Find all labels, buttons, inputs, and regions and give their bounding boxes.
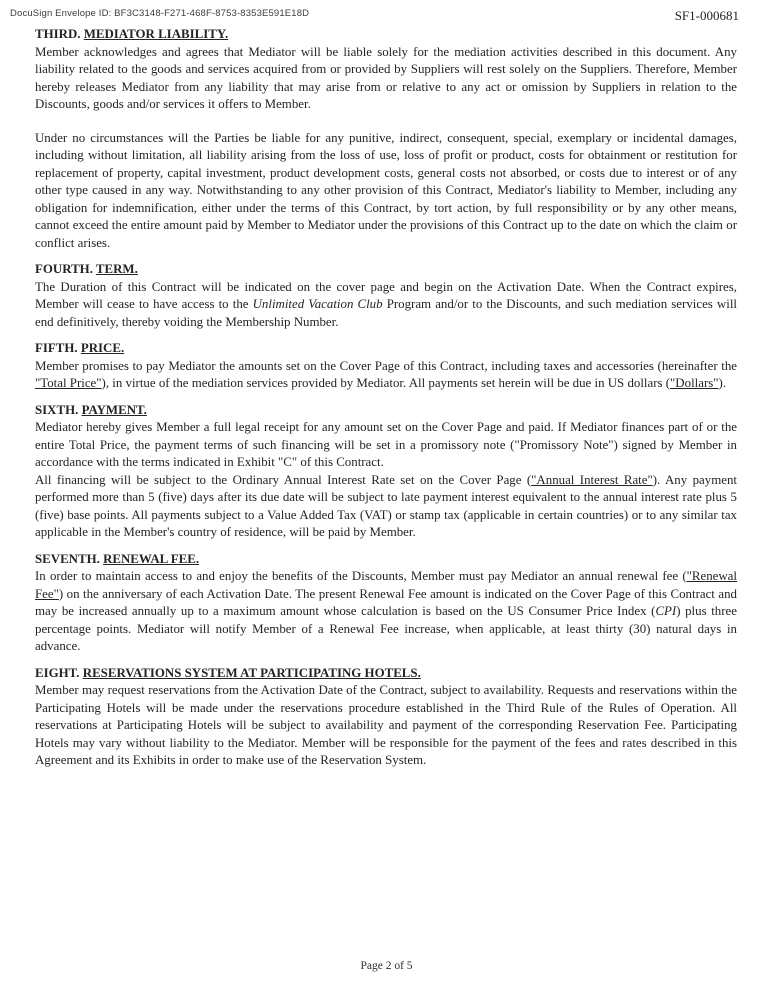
text-run: ) on the anniversary of each Activation Date. The present Renewal Fee amount is indicated on the Cover Page of this Contract and may be increased annually up to a maximum amount whose calculation is based on the US Consumer Price Index ( [35, 586, 737, 618]
text-run: Member may request reservations from the Activation Date of the Contract, subject to availability. Requests and reservations within the Participating Hotels will be made under the reservations procedure established in the Third Rule of the Rules of Operation. All reservations at Participating Hotels will be subject to availability and payment of the corresponding Reservation Fee. Participating Hotels may vary without liability to the Mediator. Member will be responsible for the payment of the fees and rates described in this Agreement and its Exhibits in order to make use of the Reservation System. [35, 683, 737, 767]
section-title: RENEWAL FEE. [103, 551, 200, 566]
contract-body [35, 26, 737, 770]
text-run: "Renewal Fee" [35, 569, 737, 601]
contract-paragraph [35, 682, 737, 770]
page-number-label: Page 2 of 5 [360, 960, 413, 972]
section-heading [35, 665, 737, 683]
text-run: "Annual Interest Rate" [531, 472, 653, 487]
text-run: Unlimited Vacation Club [252, 297, 383, 311]
contract-paragraph [35, 358, 737, 393]
text-run: "Total Price" [35, 376, 102, 390]
page-footer [0, 960, 773, 972]
section-title: PRICE. [80, 341, 125, 355]
section-heading [35, 261, 737, 279]
section-number: FOURTH. [35, 262, 93, 276]
section-number: FIFTH. [35, 341, 78, 355]
text-run: CPI [655, 604, 677, 618]
section-number: SEVENTH. [35, 551, 100, 566]
text-run: ), in virtue of the mediation services provided by Mediator. All payments set herein will be due in US dollars ( [101, 376, 671, 390]
section-number: SIXTH. [35, 402, 79, 417]
text-run: In order to maintain access to and enjoy the benefits of the Discounts, Member must pay Mediator an annual renewal fee ( [35, 569, 687, 583]
document-number: SF1-000681 [674, 8, 739, 23]
contract-paragraph [35, 419, 737, 472]
text-run: Mediator hereby gives Member a full legal receipt for any amount set on the Cover Page and paid. If Mediator finances part of or the entire Total Price, the payment terms of such financing will be set in a promissory note ("Promissory Note") signed by Member in accordance with the terms indicated in Exhibit "C" of this Contract. [35, 420, 737, 469]
section-number: EIGHT. [35, 665, 80, 680]
section-title: MEDIATOR LIABILITY. [83, 27, 229, 41]
text-run: Under no circumstances will the Parties be liable for any punitive, indirect, consequent, special, exemplary or incidental damages, including without limitation, all liability arising from the loss of use, loss of profit or product, costs for obtainment or restitution for replacement of property, capital investment, product development costs, general costs not absorbed, or costs due to interest or of any other type caused in any way. Notwithstanding to any other provision of this Contract, Mediator's liability to Member, including any obligation for indemnification, either under the terms of this Contract, by tort action, by full responsibility or by any other means, cannot exceed the entire amount paid by Member to Mediator under the provisions of this Contract up to the date on which the claim or conflict arises. [35, 130, 737, 250]
contract-section [35, 402, 737, 542]
text-run: Member acknowledges and agrees that Mediator will be liable solely for the mediation activities described in this document. Any liability related to the goods and services acquired from or provided by Suppliers will rest solely on the Suppliers. Therefore, Member hereby releases Mediator from any liability that may arise from or relative to any act or omission by Suppliers in relation to the Discounts, goods and/or services it offers to Member. [35, 44, 737, 111]
document-header [10, 8, 739, 24]
text-run: ). Any payment performed more than 5 (five) days after its due date will be subject to late payment interest equivalent to the annual interest rate plus 5 (five) base points. All payments subject to a Value Added Tax (VAT) or stamp tax (applicable in certain countries) or to any similar tax applicable in the Member's country of residence, will be paid by Member. [35, 472, 737, 539]
contract-section [35, 26, 737, 252]
contract-paragraph [35, 130, 737, 253]
text-run: Program and/or to the Discounts, and such mediation services will end definitively, thereby voiding the Membership Number. [35, 297, 737, 329]
contract-paragraph [35, 44, 737, 114]
text-run: ). [718, 376, 727, 390]
contract-section [35, 665, 737, 770]
section-heading [35, 26, 737, 44]
contract-paragraph [35, 279, 737, 332]
section-title: PAYMENT. [81, 402, 147, 417]
section-heading [35, 402, 737, 420]
contract-section [35, 551, 737, 656]
section-number: THIRD. [35, 27, 81, 41]
text-run: Member promises to pay Mediator the amounts set on the Cover Page of this Contract, including taxes and accessories (hereinafter the [35, 358, 737, 373]
contract-section [35, 261, 737, 331]
sections-container [35, 26, 737, 770]
contract-paragraph [35, 568, 737, 656]
section-heading [35, 551, 737, 569]
section-title: RESERVATIONS SYSTEM AT PARTICIPATING HOTELS. [82, 665, 421, 680]
text-run: The Duration of this Contract will be indicated on the cover page and begin on the Activation Date. When the Contract expires, Member will cease to have access to the [35, 279, 737, 311]
docusign-envelope-id: DocuSign Envelope ID: BF3C3148-F271-468F-8753-8353E591E18D [10, 8, 310, 19]
contract-paragraph [35, 472, 737, 542]
section-heading [35, 340, 737, 358]
text-run: ) plus three percentage points. Mediator will notify Member of a Renewal Fee increase, when applicable, at least thirty (30) natural days in advance. [35, 604, 737, 653]
section-title: TERM. [95, 262, 138, 276]
text-run: All financing will be subject to the Ordinary Annual Interest Rate set on the Cover Page ( [35, 472, 532, 487]
text-run: "Dollars" [670, 376, 719, 390]
contract-section [35, 340, 737, 393]
